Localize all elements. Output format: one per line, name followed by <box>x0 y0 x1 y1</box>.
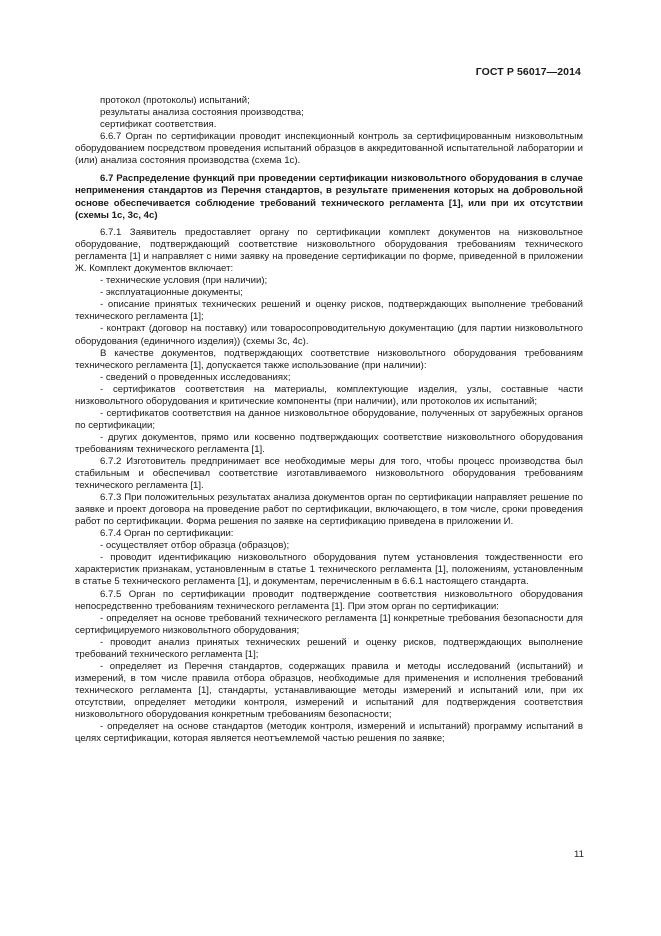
list-item: - определяет на основе требований технического регламента [1] конкретные требования безопасности для сертифицируемого низковольтного оборудования; <box>75 612 583 636</box>
list-6-7-5 <box>75 613 583 746</box>
list-6-7-4 <box>75 540 583 588</box>
list-item: сертификат соответствия. <box>100 119 217 131</box>
list-item: - определяет на основе стандартов (методик контроля, измерений и испытаний) программу испытаний в целях сертификации, которая является неотъемлемой частью решения по заявке; <box>75 721 583 745</box>
list-item: - эксплуатационные документы; <box>100 287 243 299</box>
list-item: результаты анализа состояния производства; <box>100 107 304 119</box>
paragraph-6-7-2: 6.7.2 Изготовитель предпринимает все необходимые меры для того, чтобы процесс производства был стабильным и обеспечивал соответствие изготавливаемого низковольтного оборудования требованиям технического регламента [1]. <box>75 455 583 492</box>
list-item: - сертификатов соответствия на данное низковольтное оборудование, полученных от зарубежных органов по сертификации; <box>75 407 583 431</box>
list-item: - проводит идентификацию низковольтного оборудования путем установления тождественности его характеристик признакам, установленным в статье 1 технического регламента [1], положениям, установленным в статье 5 технического регламента [1], и документам, перечисленным в 6.6.1 настоящего стандарта. <box>75 552 583 588</box>
list-item: - проводит анализ принятых технических решений и оценку рисков, подтверждающих выполнение требований технического регламента [1]; <box>75 636 583 660</box>
list-item: - других документов, прямо или косвенно подтверждающих соответствие низковольтного оборудования требованиям технического регламента [1]. <box>75 431 583 455</box>
paragraph-6-7-1-b: В качестве документов, подтверждающих соответствие низковольтного оборудования требованиям технического регламента [1], допускается также использование (при наличии): <box>75 347 583 371</box>
paragraph-6-6-7: 6.6.7 Орган по сертификации проводит инспекционный контроль за сертифицированным низковольтным оборудованием посредством проведения испытаний образцов в аккредитованной испытательной лаборатории и (или) анализа состояния производства (схема 1с). <box>75 131 583 167</box>
document-header: ГОСТ Р 56017—2014 <box>475 66 581 78</box>
list-item: - осуществляет отбор образца (образцов); <box>100 540 290 552</box>
paragraph-6-7-3: 6.7.3 При положительных результатах анализа документов орган по сертификации направляет решение по заявке и проект договора на проведение работ по сертификации, включающего, в том числе, сроки проведения работ по сертификации. Форма решения по заявке на сертификацию приведена в приложении И. <box>75 492 583 528</box>
list-6-7-1-b <box>75 372 583 456</box>
paragraph-6-7-4: 6.7.4 Орган по сертификации: <box>100 528 234 540</box>
page-number: 11 <box>574 849 584 860</box>
document-body <box>75 95 583 745</box>
paragraph-6-7-1: 6.7.1 Заявитель предоставляет органу по сертификации комплект документов на низковольтное оборудование, подтверждающий соответствие низковольтного оборудования требованиям технического регламента [1] и направляет с ними заявку на проведение сертификации по форме, приведенной в приложении Ж. Комплект документов включает: <box>75 227 583 275</box>
paragraph-6-7-5: 6.7.5 Орган по сертификации проводит подтверждение соответствия низковольтного оборудования непосредственно требованиям технического регламента [1]. При этом орган по сертификации: <box>75 588 583 612</box>
list-item: протокол (протоколы) испытаний; <box>100 95 250 106</box>
list-item: - сведений о проведенных исследованиях; <box>100 371 291 383</box>
list-item: - контракт (договор на поставку) или товаросопроводительную документацию (для партии низковольтного оборудования (единичного изделия)) (схемы 3с, 4с). <box>75 323 583 347</box>
list-item: - описание принятых технических решений и оценку рисков, подтверждающих выполнение требований технического регламента [1]; <box>75 299 583 323</box>
section-title-6-7: 6.7 Распределение функций при проведении сертификации низковольтного оборудования в случае неприменения стандартов из Перечня стандартов, в результате применения которых на добровольной основе обеспечивается соблюдение требований технического регламента [1], или при их отсутствии (схемы 1с, 3с, 4с) <box>75 173 583 221</box>
intro-list <box>75 95 583 131</box>
list-item: - сертификатов соответствия на материалы, комплектующие изделия, узлы, составные части низковольтного оборудования и критические компоненты (при наличии), или протоколов их испытаний; <box>75 383 583 407</box>
list-item: - определяет из Перечня стандартов, содержащих правила и методы исследований (испытаний) и измерений, в том числе правила отбора образцов, необходимые для применения и исполнения требований технического регламента [1], стандарты, устанавливающие методы измерений и испытаний или, при их отсутствии, определяет методики контроля, измерений и испытаний для подтверждения соответствия низковольтного оборудования конкретным требованиям безопасности; <box>75 660 583 720</box>
list-item: - технические условия (при наличии); <box>100 275 268 287</box>
list-6-7-1 <box>75 275 583 347</box>
